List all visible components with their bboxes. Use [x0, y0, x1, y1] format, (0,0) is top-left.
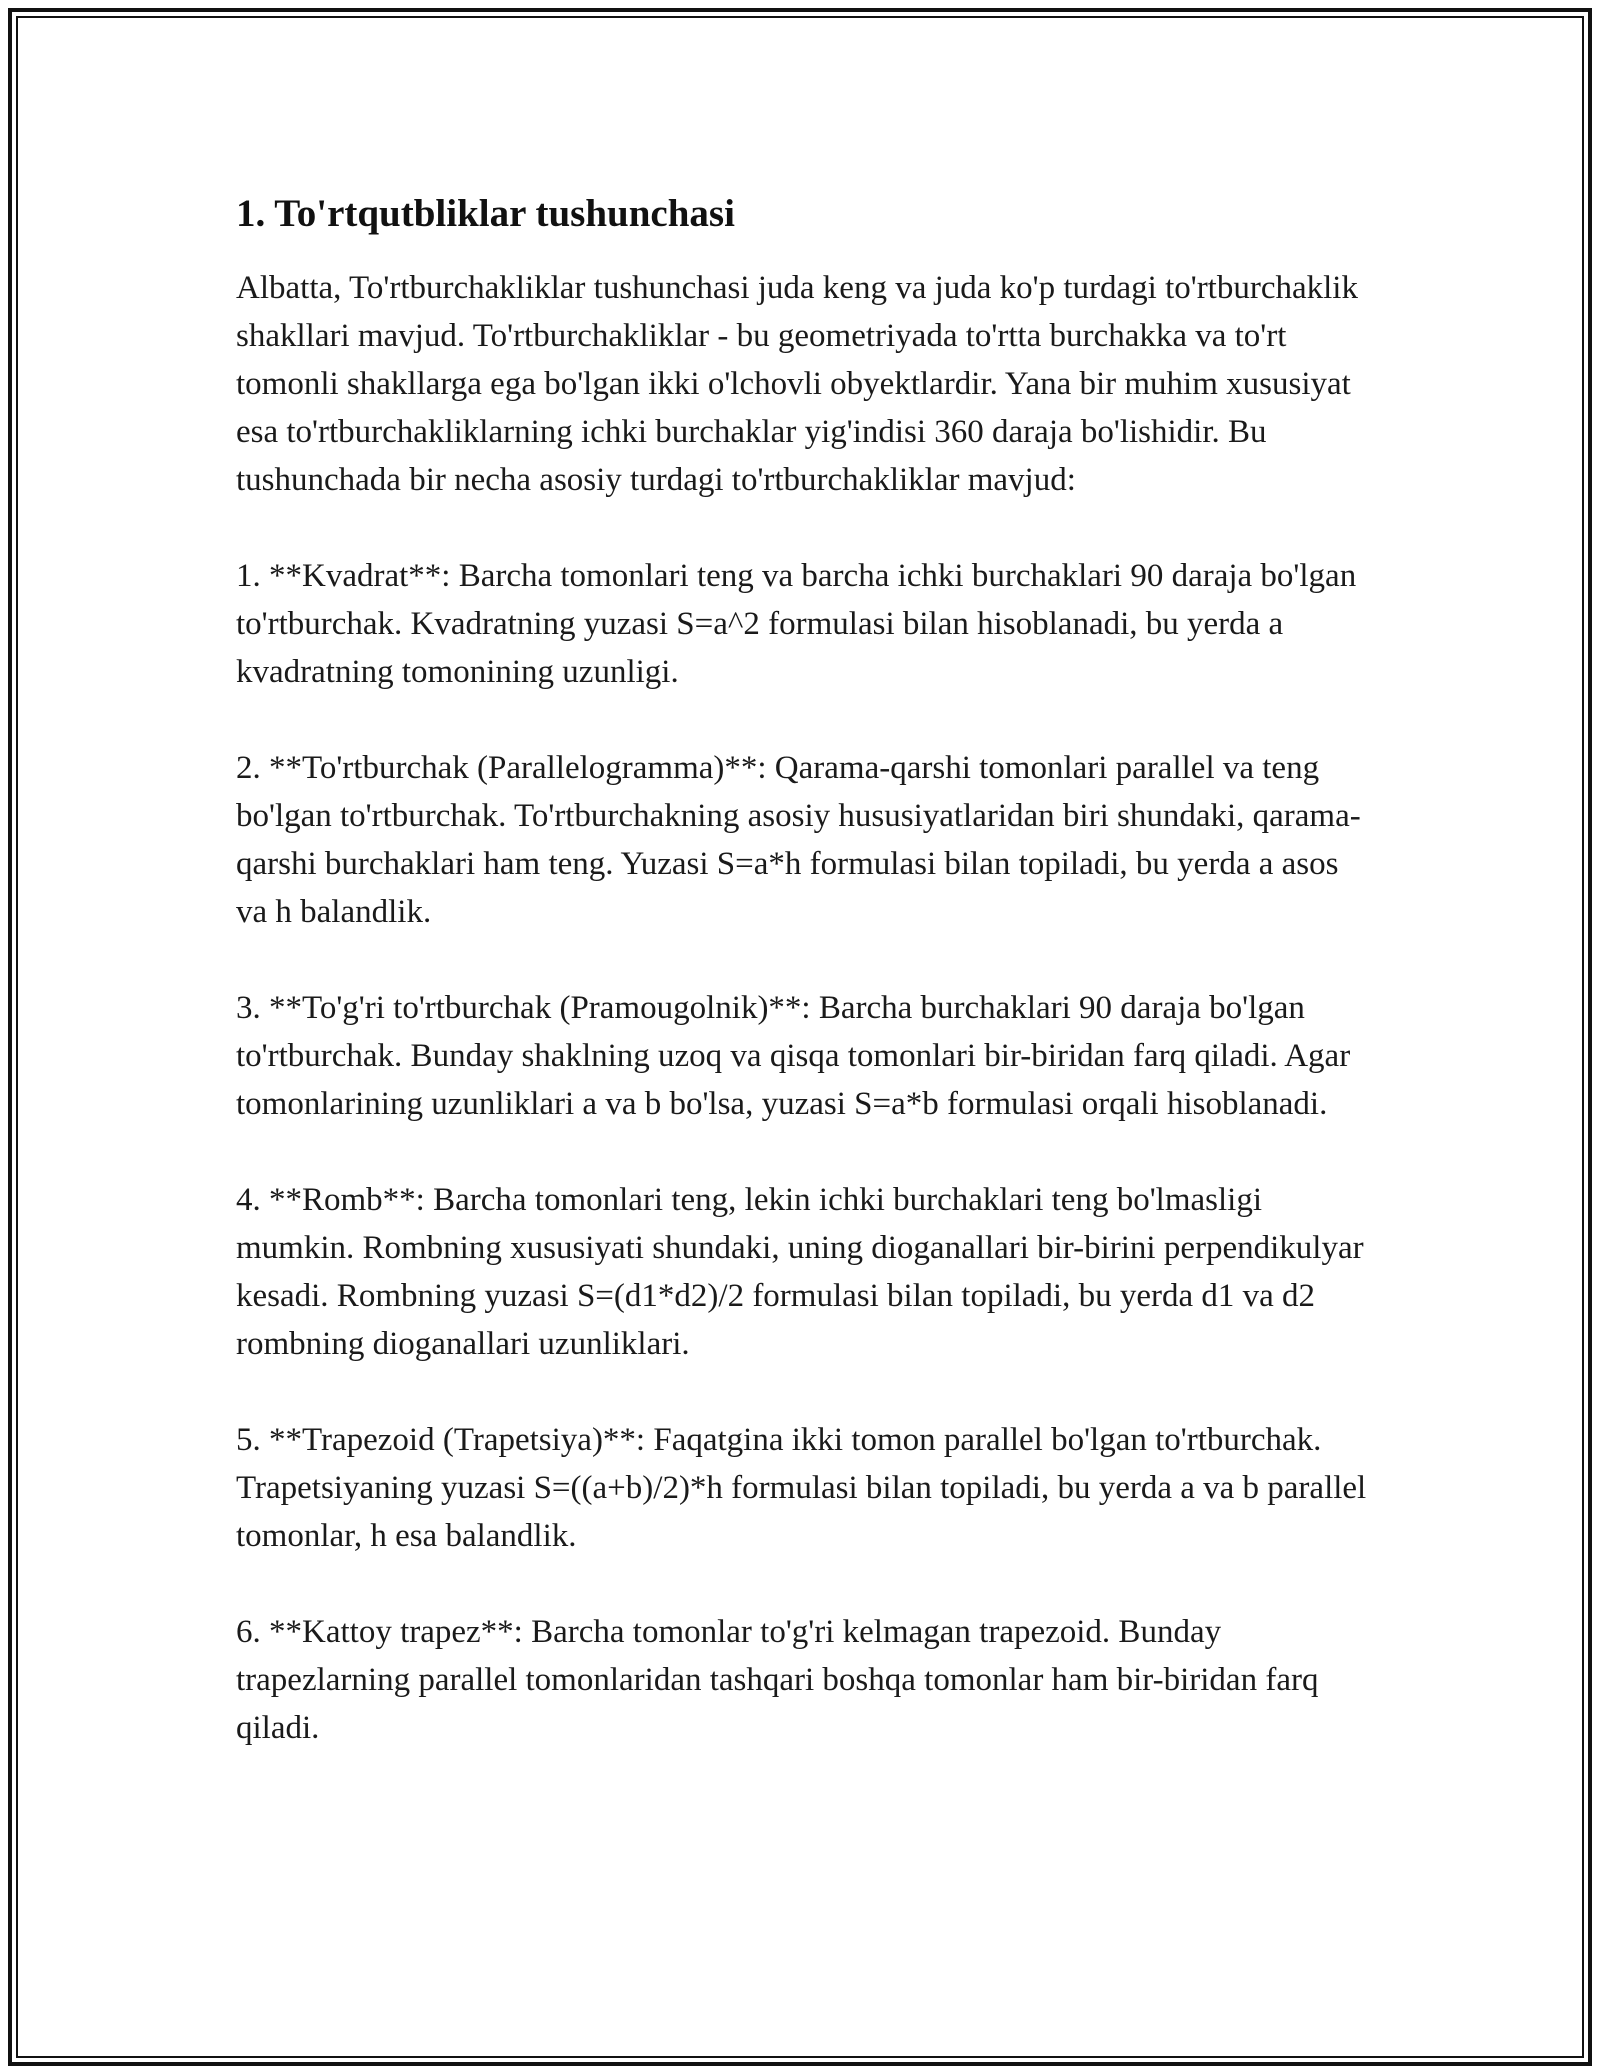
section-heading: 1. To'rtqutbliklar tushunchasi: [236, 192, 735, 235]
intro-paragraph: Albatta, To'rtburchakliklar tushunchasi juda keng va juda ko'p turdagi to'rtburchaklik shakllari mavjud. To'rtburchakliklar - bu geometriyada to'rtta burchakka va to'rt tomonli shakllarga ega bo'lgan ikki o'lchovli obyektlardir. Yana bir muhim xususiyat esa to'rtburchakliklarning ichki burchaklar yig'indisi 360 daraja bo'lishidir. Bu tushunchada bir necha asosiy turdagi to'rtburchakliklar mavjud:: [236, 270, 1358, 498]
list-item-parallelogramma: 2. **To'rtburchak (Parallelogramma)**: Qarama-qarshi tomonlari parallel va teng bo'lgan to'rtburchak. To'rtburchakning asosiy hususiyatlaridan biri shundaki, qarama-qarshi burchaklari ham teng. Yuzasi S=a*h formulasi bilan topiladi, bu yerda a asos va h balandlik.: [236, 750, 1361, 930]
list-item-kattoy-trapez: 6. **Kattoy trapez**: Barcha tomonlar to'g'ri kelmagan trapezoid. Bunday trapezlarning parallel tomonlaridan tashqari boshqa tomonlar ham bir-biridan farq qiladi.: [236, 1614, 1319, 1746]
list-item-romb: 4. **Romb**: Barcha tomonlari teng, lekin ichki burchaklari teng bo'lmasligi mumkin. Rombning xususiyati shundaki, uning dioganallari bir-birini perpendikulyar kesadi. Rombning yuzasi S=(d1*d2)/2 formulasi bilan topiladi, bu yerda d1 va d2 rombning dioganallari uzunliklari.: [236, 1182, 1364, 1362]
list-item-kvadrat: 1. **Kvadrat**: Barcha tomonlari teng va barcha ichki burchaklari 90 daraja bo'lgan to'rtburchak. Kvadratning yuzasi S=a^2 formulasi bilan hisoblanadi, bu yerda a kvadratning tomonining uzunligi.: [236, 558, 1357, 690]
list-item-trapetsiya: 5. **Trapezoid (Trapetsiya)**: Faqatgina ikki tomon parallel bo'lgan to'rtburchak. Trapetsiyaning yuzasi S=((a+b)/2)*h formulasi bilan topiladi, bu yerda a va b parallel tomonlar, h esa balandlik.: [236, 1422, 1367, 1554]
list-item-pramougolnik: 3. **To'g'ri to'rtburchak (Pramougolnik)**: Barcha burchaklari 90 daraja bo'lgan to'rtburchak. Bunday shaklning uzoq va qisqa tomonlari bir-biridan farq qiladi. Agar tomonlarining uzunliklari a va b bo'lsa, yuzasi S=a*b formulasi orqali hisoblanadi.: [236, 990, 1351, 1122]
document-body: [236, 188, 1376, 1800]
